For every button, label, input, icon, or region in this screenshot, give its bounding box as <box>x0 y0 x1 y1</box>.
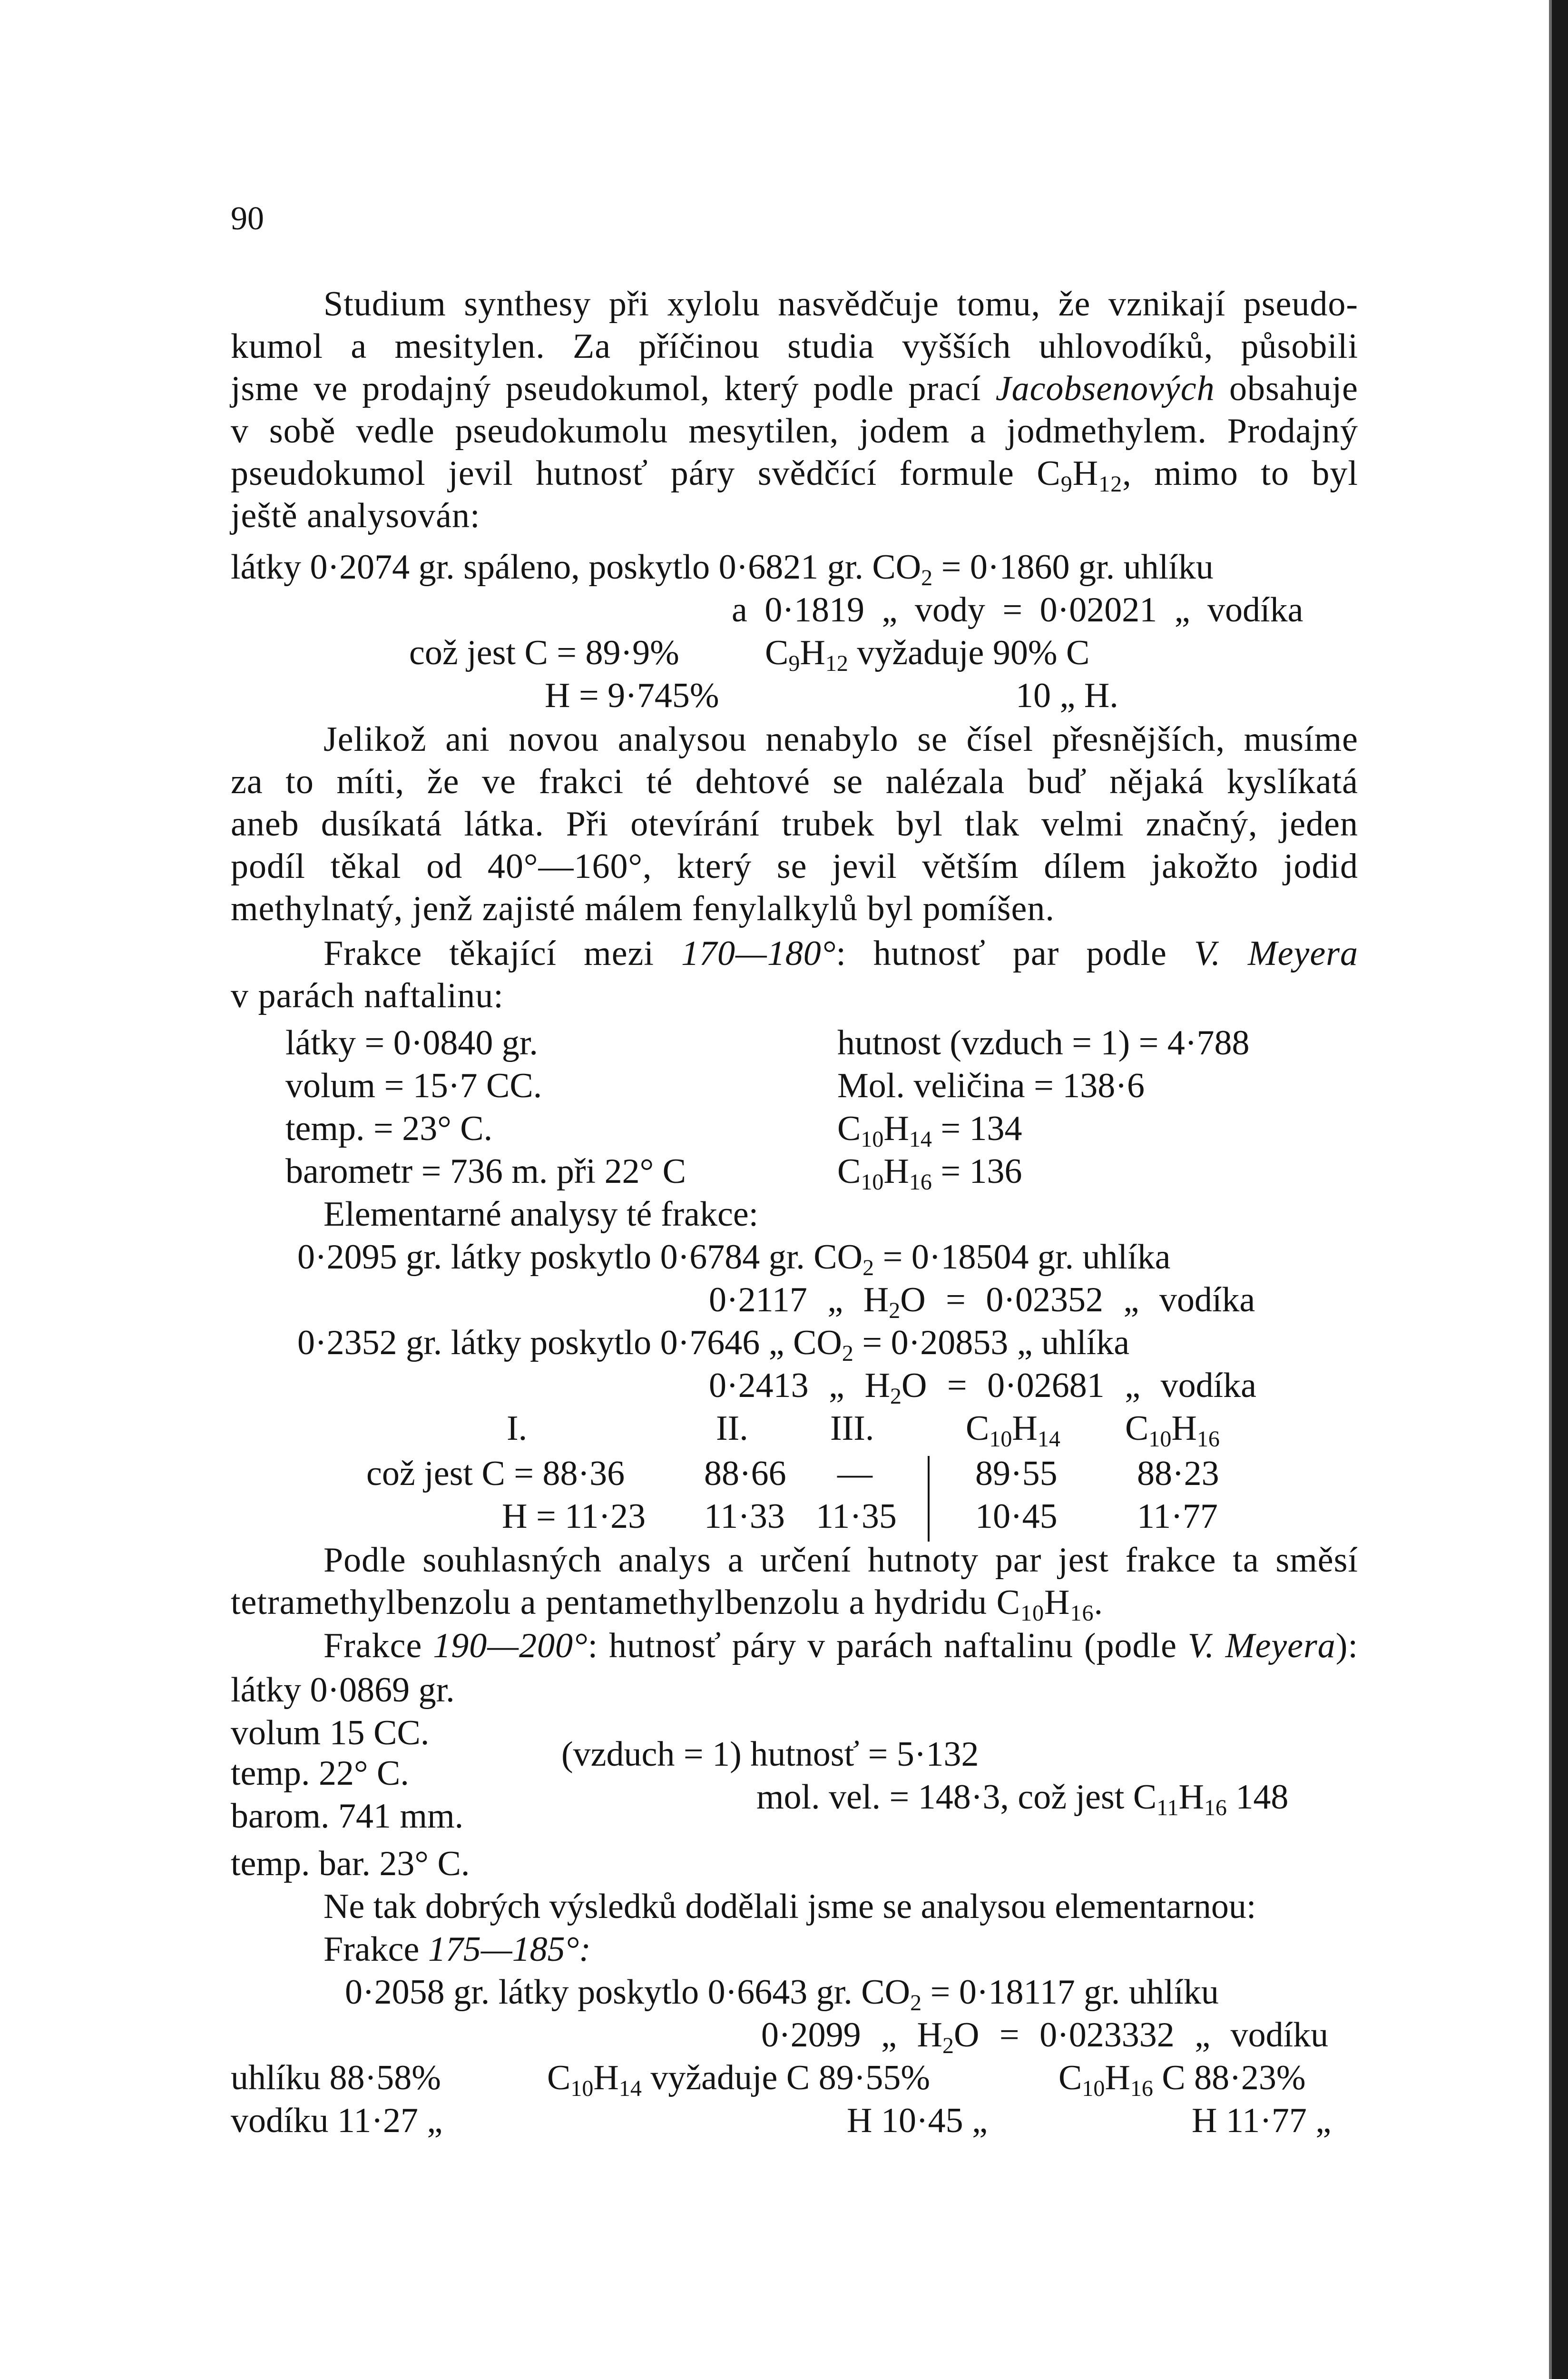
vd-barometr: barometr = 736 m. při 22° C <box>285 1152 686 1191</box>
f3-c10h14-required: $C_{10}H_{14}$ vyžaduje C 89·55% <box>547 2058 931 2101</box>
vd-c10h16: $C_{10}H_{16} = 136$ <box>837 1152 1022 1195</box>
intro-line-4: v sobě vedle pseudokumolu mesytilen, jodem a jodmethylem. Prodajný <box>231 412 1358 451</box>
frakce-170-heading: Frakce těkající mezi 170—180°: hutnosť par podle V. Meyera v parách naftalinu: <box>231 934 1358 1015</box>
f3-vodiku: vodíku 11·27 „ <box>231 2101 443 2140</box>
analysis1-h-required: 10 „ H. <box>1016 676 1118 715</box>
vd-c10h14: $C_{10}H_{14} = 134$ <box>837 1109 1022 1152</box>
intro-line-5: pseudokumol jevil hutnosť páry svědčící formule $C_9H_{12}$, mimo to byl <box>231 454 1358 497</box>
analysis1-percent-c: což jest C = 89·9% <box>409 633 679 672</box>
podle-paragraph: Podle souhlasných analys a určení hutnoty par jest frakce ta směsí tetramethylbenzolu a pentamethylbenzolu a hydridu $C_{10}H_{16}$. <box>231 1541 1358 1626</box>
vd-volum: volum = 15·7 CC. <box>285 1066 542 1105</box>
table-header-c10h16: $C_{10}H_{16}$ <box>1125 1409 1220 1452</box>
f2-barom: barom. 741 mm. <box>231 1797 464 1836</box>
scan-edge-black <box>1552 0 1568 2379</box>
para2-line-1: Jelikož ani novou analysou nenabylo se čísel přesnějších, musíme <box>323 720 1358 759</box>
table-c-c10h16: 88·23 <box>1137 1454 1219 1493</box>
vd-hutnost: hutnost (vzduch = 1) = 4·788 <box>837 1023 1250 1062</box>
table-divider <box>928 1456 930 1542</box>
para2-line-5: methylnatý, jenž zajisté málem fenylalkylů byl pomíšen. <box>231 889 1055 928</box>
analysis1-line-1: látky 0·2074 gr. spáleno, poskytlo 0·6821 gr. $CO_2 = 0\cdot 1860$ gr. uhlíku <box>231 548 1214 590</box>
frakce-175-heading: Frakce 175—185°: <box>323 1930 591 1969</box>
f2-volum: volum 15 CC. <box>231 1713 430 1752</box>
f2-hutnost: (vzduch = 1) hutnosť = 5·132 <box>561 1735 979 1774</box>
table-h-iii: 11·35 <box>816 1497 897 1536</box>
table-h-c10h16: 11·77 <box>1137 1497 1218 1536</box>
f3-h-c10h14: H 10·45 „ <box>847 2101 988 2140</box>
para2-line-4: podíl těkal od 40°—160°, který se jevil větším dílem jakožto jodid <box>231 847 1358 886</box>
table-c-ii: 88·66 <box>704 1454 786 1493</box>
page-number: 90 <box>231 200 264 237</box>
table-h-label: H = 11·23 <box>502 1497 646 1536</box>
intro-paragraph <box>231 283 1358 537</box>
f2-latky: látky 0·0869 gr. <box>231 1671 455 1710</box>
elem-line-2: 0·2117 „ $H_2O = 0\cdot 02352$ „ vodíka <box>709 1280 1255 1323</box>
intro-line-6: ještě analysován: <box>231 496 480 535</box>
intro-line-1: Studium synthesy při xylolu nasvědčuje tomu, že vznikají pseudo- <box>323 285 1358 324</box>
f3-uhliku: uhlíku 88·58% <box>231 2058 441 2097</box>
table-c-c10h14: 89·55 <box>975 1454 1058 1493</box>
intro-line-3: jsme ve prodajný pseudokumol, který podle prací Jacobsenových obsahuje <box>231 369 1358 408</box>
intro-line-2: kumol a mesitylen. Za příčinou studia vyšších uhlovodíků, působili <box>231 327 1358 366</box>
vd-latky: látky = 0·0840 gr. <box>285 1023 538 1062</box>
para2-line-2: za to míti, že ve frakci té dehtové se nalézala buď nějaká kyslíkatá <box>231 762 1358 801</box>
f2-temp-bar: temp. bar. 23° C. <box>231 1844 470 1883</box>
frakce-190-heading: Frakce 190—200°: hutnosť páry v parách naftalinu (podle V. Meyera): <box>323 1626 1358 1665</box>
analysis1-formula: $C_9H_{12}$ vyžaduje 90% C <box>765 633 1090 676</box>
table-header-c10h14: $C_{10}H_{14}$ <box>966 1409 1060 1452</box>
analysis1-percent-h: H = 9·745% <box>545 676 719 715</box>
table-c-label: což jest C = 88·36 <box>366 1454 625 1493</box>
para2-line-3: aneb dusíkatá látka. Při otevírání trubek byl tlak velmi značný, jeden <box>231 805 1358 844</box>
elem-title: Elementarné analysy té frakce: <box>323 1195 759 1234</box>
table-header-ii: II. <box>716 1409 748 1448</box>
f3-h-c10h16: H 11·77 „ <box>1192 2101 1332 2140</box>
elem-line-4: 0·2413 „ $H_2O = 0\cdot 02681$ „ vodíka <box>709 1366 1257 1409</box>
table-header-iii: III. <box>830 1409 874 1448</box>
f3-c10h16-required: $C_{10}H_{16}$ C 88·23% <box>1058 2058 1306 2101</box>
paragraph-2 <box>231 718 1358 930</box>
elem-line-1: 0·2095 gr. látky poskytlo 0·6784 gr. $CO_2 = 0\cdot 18504$ gr. uhlíka <box>297 1238 1171 1280</box>
table-h-c10h14: 10·45 <box>975 1497 1058 1536</box>
analysis1-line-2: a 0·1819 „ vody = 0·02021 „ vodíka <box>732 590 1303 629</box>
f3-line-2: 0·2099 „ $H_2O = 0\cdot 023332$ „ vodíku <box>761 2015 1329 2058</box>
elem-line-3: 0·2352 gr. látky poskytlo 0·7646 „ $CO_2 = 0\cdot 20853$ „ uhlíka <box>297 1323 1130 1366</box>
table-header-i: I. <box>507 1409 528 1448</box>
vd-mol-velicina: Mol. veličina = 138·6 <box>837 1066 1145 1105</box>
f2-temp: temp. 22° C. <box>231 1754 409 1793</box>
f2-mol-vel: mol. vel. = 148·3, což jest $C_{11}H_{16}$ 148 <box>756 1778 1289 1820</box>
f3-line-1: 0·2058 gr. látky poskytlo 0·6643 gr. $CO_2 = 0\cdot 18117$ gr. uhlíku <box>345 1973 1219 2015</box>
table-h-ii: 11·33 <box>704 1497 785 1536</box>
table-c-iii: — <box>837 1454 872 1493</box>
ne-tak-line: Ne tak dobrých výsledků dodělali jsme se analysou elementarnou: <box>323 1887 1256 1926</box>
vd-temp: temp. = 23° C. <box>285 1109 493 1148</box>
